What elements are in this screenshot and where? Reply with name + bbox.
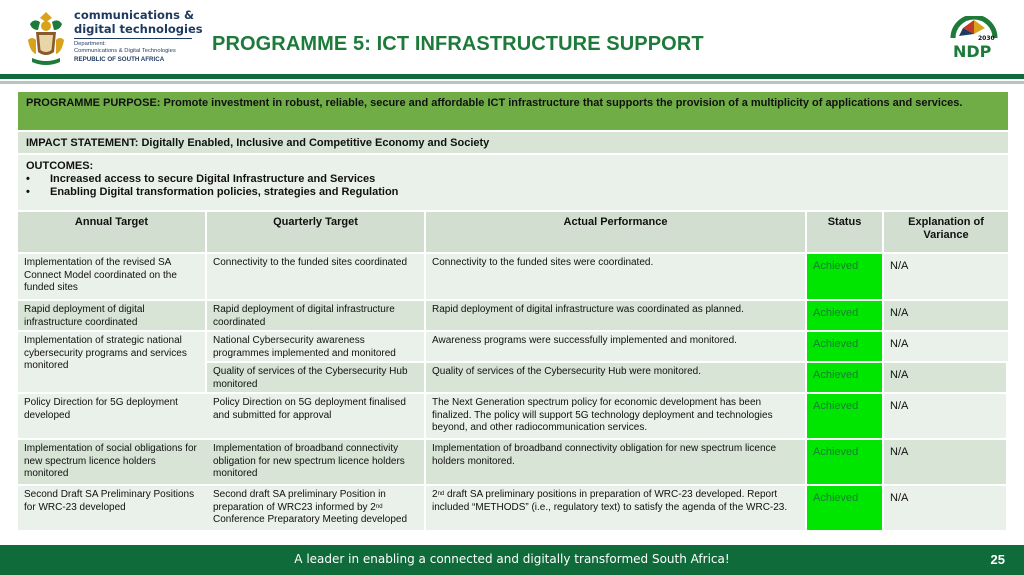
outcomes-block [18, 155, 1008, 212]
variance-cell: N/A [884, 332, 1008, 363]
actual-performance-cell: Awareness programs were successfully implemented and monitored. [426, 332, 807, 363]
actual-performance-cell: Connectivity to the funded sites were coordinated. [426, 254, 807, 301]
performance-table [18, 92, 1008, 532]
variance-cell: N/A [884, 363, 1008, 394]
bullet-icon: • [26, 173, 30, 185]
coat-of-arms-icon [24, 10, 68, 66]
status-badge: Achieved [807, 301, 884, 332]
status-badge: Achieved [807, 254, 884, 301]
page-title: PROGRAMME 5: ICT INFRASTRUCTURE SUPPORT [212, 33, 704, 55]
actual-performance-cell: Implementation of broadband connectivity obligation for new spectrum licence holders monitored. [426, 440, 807, 486]
annual-target-cell: Rapid deployment of digital infrastructure coordinated [18, 301, 207, 332]
ndp-year: 2030 [978, 35, 995, 42]
header-subrule [0, 81, 1024, 84]
actual-performance-cell: The Next Generation spectrum policy for economic development has been finalized. The policy will support 5G technology deployment and technologies beyond, and other radiocommunication services. [426, 394, 807, 440]
column-header-quarterly-target: Quarterly Target [207, 212, 426, 254]
ndp-2030-logo-icon [949, 16, 999, 60]
dept-label: Department: [74, 41, 106, 47]
annual-target-cell: Implementation of the revised SA Connect Model coordinated on the funded sites [18, 254, 207, 301]
variance-cell: N/A [884, 254, 1008, 301]
quarterly-target-cell: National Cybersecurity awareness programmes implemented and monitored [207, 332, 426, 363]
column-header-status: Status [807, 212, 884, 254]
variance-cell: N/A [884, 486, 1008, 532]
programme-purpose: PROGRAMME PURPOSE: Promote investment in robust, reliable, secure and affordable ICT infrastructure that supports the provision of a multiplicity of applications and services. [18, 92, 1008, 132]
header-rule [0, 74, 1024, 79]
logo-title-line2: digital technologies [74, 22, 203, 36]
outcome-item: • Increased access to secure Digital Infrastructure and Services [26, 173, 376, 185]
status-badge: Achieved [807, 332, 884, 363]
header [0, 0, 1024, 76]
ndp-label: NDP [953, 42, 992, 60]
outcome-item: • Enabling Digital transformation policies, strategies and Regulation [26, 186, 399, 198]
column-header-annual-target: Annual Target [18, 212, 207, 254]
quarterly-target-cell: Policy Direction on 5G deployment finalised and submitted for approval [207, 394, 426, 440]
quarterly-target-cell: Second draft SA preliminary Position in preparation of WRC23 informed by 2nd Conference Preparatory Meeting developed [207, 486, 426, 532]
logo-divider [74, 38, 192, 39]
quarterly-target-cell: Rapid deployment of digital infrastructure coordinated [207, 301, 426, 332]
page-number: 25 [990, 552, 1005, 567]
column-header-explanation: Explanation of Variance [884, 212, 1008, 254]
quarterly-target-cell: Implementation of broadband connectivity obligation for new spectrum licence holders monitored [207, 440, 426, 486]
dcdt-logo [24, 8, 203, 70]
footer-bar [0, 545, 1024, 575]
annual-target-cell: Implementation of social obligations for new spectrum licence holders monitored [18, 440, 207, 486]
actual-performance-cell: Rapid deployment of digital infrastructure was coordinated as planned. [426, 301, 807, 332]
status-badge: Achieved [807, 394, 884, 440]
variance-cell: N/A [884, 301, 1008, 332]
logo-title-line1: communications & [74, 8, 194, 22]
column-header-actual-performance: Actual Performance [426, 212, 807, 254]
annual-target-cell: Implementation of strategic national cybersecurity programs and services monitored [18, 332, 207, 394]
status-badge: Achieved [807, 363, 884, 394]
outcomes-label: OUTCOMES: [26, 160, 94, 172]
target-grid [18, 212, 1008, 532]
actual-performance-cell: 2nd draft SA preliminary positions in preparation of WRC-23 developed. Report included “METHODS” (i.e., regulatory text) to satisfy the agenda of the WRC-23. [426, 486, 807, 532]
variance-cell: N/A [884, 394, 1008, 440]
country-name: REPUBLIC OF SOUTH AFRICA [74, 56, 165, 63]
actual-performance-cell: Quality of services of the Cybersecurity Hub were monitored. [426, 363, 807, 394]
status-badge: Achieved [807, 440, 884, 486]
annual-target-cell: Policy Direction for 5G deployment developed [18, 394, 207, 440]
bullet-icon: • [26, 186, 30, 198]
variance-cell: N/A [884, 440, 1008, 486]
annual-target-cell: Second Draft SA Preliminary Positions for WRC-23 developed [18, 486, 207, 532]
dept-name: Communications & Digital Technologies [74, 48, 176, 54]
quarterly-target-cell: Quality of services of the Cybersecurity Hub monitored [207, 363, 426, 394]
impact-statement: IMPACT STATEMENT: Digitally Enabled, Inclusive and Competitive Economy and Society [18, 132, 1008, 155]
status-badge: Achieved [807, 486, 884, 532]
footer-tagline: A leader in enabling a connected and digitally transformed South Africa! [294, 552, 730, 566]
quarterly-target-cell: Connectivity to the funded sites coordinated [207, 254, 426, 301]
